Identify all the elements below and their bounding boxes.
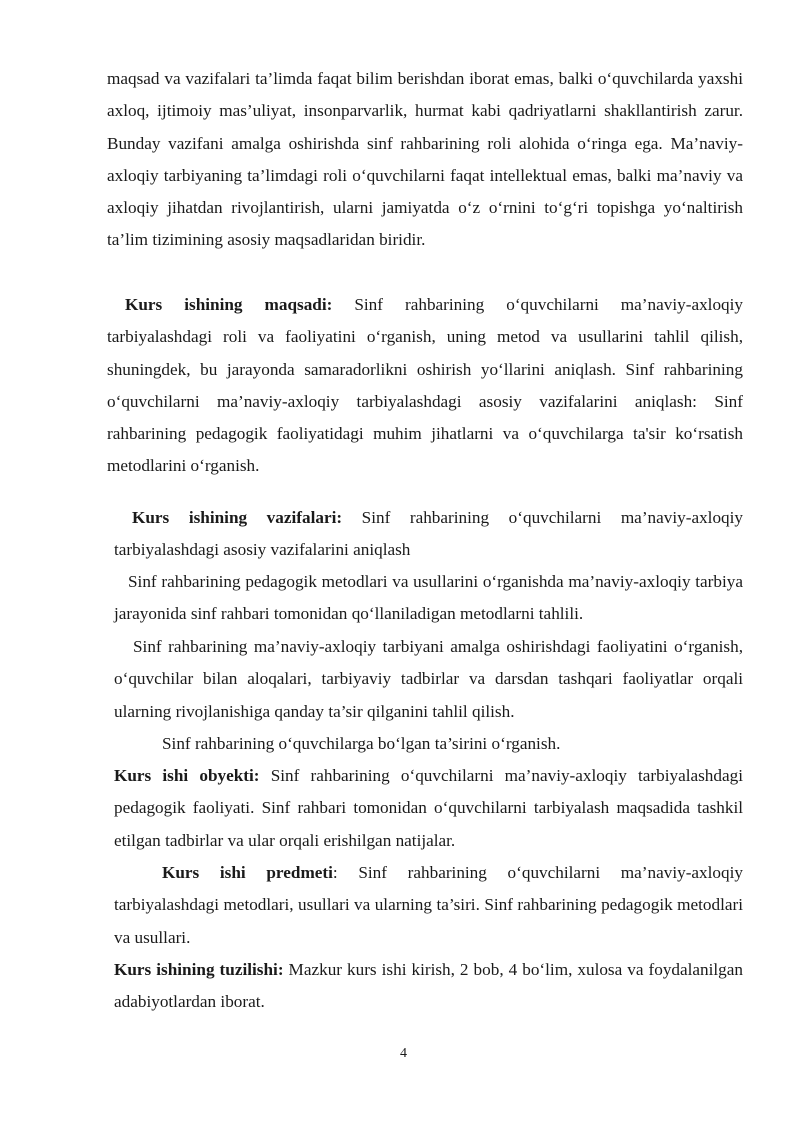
task-activity-paragraph: Sinf rahbarining ma’naviy-axloqiy tarbiyani amalga oshirishdagi faoliyatini o‘rganish, o‘quvchilar bilan aloqalari, tarbiyaviy tadbirlar va darsdan tashqari faoliyatlar orqali ularning rivojlanishiga qanday ta’sir qilganini tahlil qilish.	[114, 637, 743, 721]
object-text: Sinf rahbarining o‘quvchilarni ma’naviy-axloqiy tarbiyalashdagi pedagogik faoliyati. Sinf rahbari tomonidan o‘quvchilarni tarbiyalash maqsadida tashkil etilgan tadbirlar va ular orqali erishilgan natijalar.	[114, 766, 743, 850]
task-methods-paragraph: Sinf rahbarining pedagogik metodlari va usullarini o‘rganishda ma’naviy-axloqiy tarbiya jarayonida sinf rahbari tomonidan qo‘llaniladigan metodlarni tahlili.	[114, 572, 743, 624]
tasks-paragraph	[114, 502, 743, 567]
object-heading: Kurs ishi obyekti:	[114, 766, 260, 785]
task-influence-paragraph: Sinf rahbarining o‘quvchilarga bo‘lgan ta’sirini o‘rganish.	[162, 734, 561, 753]
goal-heading: Kurs ishining maqsadi:	[125, 295, 333, 314]
structure-text: Mazkur kurs ishi kirish, 2 bob, 4 bo‘lim, xulosa va foydalanilgan adabiyotlardan iborat.	[114, 960, 743, 1012]
structure-paragraph	[114, 954, 743, 1019]
tasks-text: Sinf rahbarining o‘quvchilarni ma’naviy-axloqiy tarbiyalashdagi asosiy vazifalarini aniqlash	[114, 508, 744, 560]
page-number: 4	[400, 1046, 407, 1061]
tasks-heading: Kurs ishining vazifalari:	[132, 508, 343, 527]
goal-text: Sinf rahbarining o‘quvchilarni ma’naviy-axloqiy tarbiyalashdagi roli va faoliyatini o‘rganish, uning metod va usullarini tahlil qilish, shuningdek, bu jarayonda samaradorlikni oshirish yo‘llarini aniqlash. Sinf rahbarining o‘quvchilarni ma’naviy-axloqiy tarbiyalashdagi asosiy vazifalarini aniqlash: Sinf rahbarining pedagogik faoliyatidagi muhim jihatlarni va o‘quvchilarga ta'sir ko‘rsatish metodlarini o‘rganish.	[107, 295, 743, 476]
structure-heading: Kurs ishining tuzilishi:	[114, 960, 284, 979]
intro-paragraph: maqsad va vazifalari ta’limda faqat bilim berishdan iborat emas, balki o‘quvchilarda yaxshi axloq, ijtimoiy mas’uliyat, insonparvarlik, hurmat kabi qadriyatlarni shakllantirish zarur. Bunday vazifani amalga oshirishda sinf rahbarining roli alohida o‘ringa ega. Ma’naviy-axloqiy tarbiyaning ta’limdagi roli o‘quvchilarni faqat intellektual emas, balki ma’naviy va axloqiy jihatdan rivojlantirish, ularni jamiyatda o‘z o‘rnini to‘g‘ri topishga yo‘naltirish ta’lim tizimining asosiy maqsadlaridan biridir.	[107, 69, 743, 250]
subject-heading: Kurs ishi predmeti	[162, 863, 333, 882]
object-paragraph	[114, 760, 743, 857]
goal-paragraph	[107, 289, 743, 483]
subject-paragraph	[114, 857, 743, 954]
subject-text: : Sinf rahbarining o‘quvchilarni ma’naviy-axloqiy tarbiyalashdagi metodlari, usullari va ularning ta’siri. Sinf rahbarining pedagogik metodlari va usullari.	[114, 863, 743, 947]
